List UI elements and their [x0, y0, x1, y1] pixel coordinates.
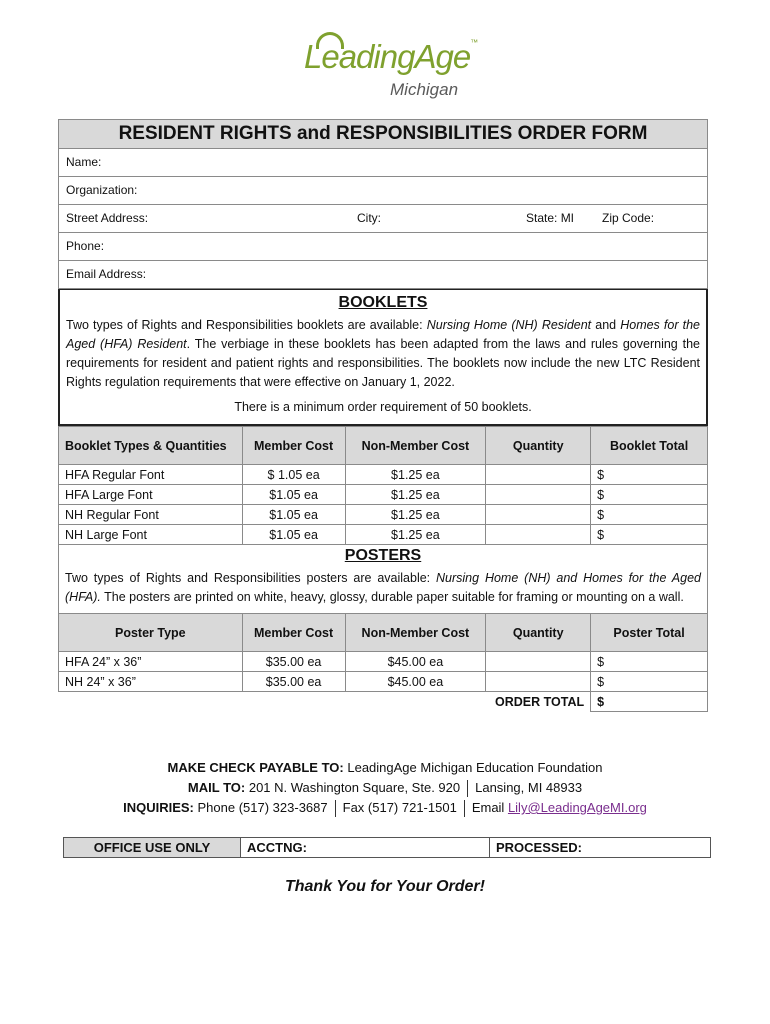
thank-you-message: Thank You for Your Order!	[284, 878, 486, 895]
table-row: NH Regular Font $1.05 ea $1.25 ea $	[59, 505, 708, 525]
quantity-input[interactable]	[486, 505, 591, 525]
inquiries-line: INQUIRIES: Phone (517) 323-3687 Fax (517) 721-1501 Email Lily@LeadingAgeMI.org	[0, 800, 770, 817]
quantity-input[interactable]	[486, 672, 591, 692]
col-poster-type: Poster Type	[59, 614, 243, 652]
booklets-description: Two types of Rights and Responsibilities booklets are available: Nursing Home (NH) Resident and Homes for the Aged (HFA) Resident. The verbiage in these booklets has been adapted from the laws and rules governing the requirements for resident and patient rights and responsibilities. The booklets now include the new LTC Resident Rights regulation requirements that were effective on January 1, 2022.	[66, 318, 700, 389]
quantity-input[interactable]	[486, 465, 591, 485]
zip-label: Zip Code:	[602, 211, 655, 225]
email-link[interactable]: Lily@LeadingAgeMI.org	[507, 800, 647, 815]
acctng-field[interactable]: ACCTNG:	[241, 838, 490, 858]
table-row: NH Large Font $1.05 ea $1.25 ea $	[59, 525, 708, 545]
col-member-cost: Member Cost	[242, 614, 345, 652]
order-total-label: ORDER TOTAL	[495, 694, 585, 709]
office-use-table	[63, 837, 711, 858]
col-booklet-types: Booklet Types & Quantities	[59, 427, 243, 465]
phone-field[interactable]: Phone:	[58, 233, 708, 261]
total-cell[interactable]: $	[591, 525, 708, 545]
order-total-row	[59, 692, 708, 712]
posters-description: Two types of Rights and Responsibilities posters are available: Nursing Home (NH) and Homes for the Aged (HFA). The posters are printed on white, heavy, glossy, durable paper suitable for framing or mounting on a wall.	[65, 571, 701, 604]
email-field[interactable]: Email Address:	[58, 261, 708, 289]
posters-header-row	[59, 614, 708, 652]
posters-heading: POSTERS	[344, 547, 422, 564]
table-row: HFA Large Font $1.05 ea $1.25 ea $	[59, 485, 708, 505]
state-label: State: MI	[526, 211, 575, 225]
name-field[interactable]: Name:	[58, 149, 708, 177]
logo-region: Michigan	[390, 80, 459, 99]
address-row[interactable]	[58, 205, 708, 233]
order-total-value[interactable]: $	[591, 692, 708, 712]
col-poster-total: Poster Total	[591, 614, 708, 652]
logo-brand: LeadingAge™	[304, 38, 478, 75]
table-row: NH 24” x 36” $35.00 ea $45.00 ea $	[59, 672, 708, 692]
payable-line: MAKE CHECK PAYABLE TO: LeadingAge Michigan Education Foundation	[167, 760, 603, 775]
booklets-header-row	[59, 427, 708, 465]
booklets-section	[58, 289, 708, 426]
mail-line: MAIL TO: 201 N. Washington Square, Ste. 920 Lansing, MI 48933	[0, 780, 770, 797]
city-label: City:	[357, 211, 381, 225]
leadingage-logo	[300, 32, 480, 102]
posters-table	[58, 613, 708, 712]
quantity-input[interactable]	[486, 652, 591, 672]
col-nonmember-cost: Non-Member Cost	[345, 427, 486, 465]
street-address-label: Street Address:	[66, 211, 149, 225]
total-cell[interactable]: $	[591, 672, 708, 692]
total-cell[interactable]: $	[591, 465, 708, 485]
processed-field[interactable]: PROCESSED:	[490, 838, 711, 858]
table-row: HFA 24” x 36” $35.00 ea $45.00 ea $	[59, 652, 708, 672]
col-quantity: Quantity	[486, 427, 591, 465]
quantity-input[interactable]	[486, 525, 591, 545]
organization-field[interactable]: Organization:	[58, 177, 708, 205]
office-use-label: OFFICE USE ONLY	[64, 838, 241, 858]
booklets-table	[58, 426, 708, 545]
col-quantity: Quantity	[486, 614, 591, 652]
col-member-cost: Member Cost	[242, 427, 345, 465]
quantity-input[interactable]	[486, 485, 591, 505]
form-title: RESIDENT RIGHTS and RESPONSIBILITIES ORDER FORM	[58, 119, 708, 149]
col-nonmember-cost: Non-Member Cost	[345, 614, 486, 652]
total-cell[interactable]: $	[591, 485, 708, 505]
total-cell[interactable]: $	[591, 652, 708, 672]
col-booklet-total: Booklet Total	[591, 427, 708, 465]
posters-section	[58, 545, 708, 613]
table-row: HFA Regular Font $ 1.05 ea $1.25 ea $	[59, 465, 708, 485]
order-form	[58, 119, 708, 712]
minimum-order-note: There is a minimum order requirement of 50 booklets.	[234, 400, 532, 414]
total-cell[interactable]: $	[591, 505, 708, 525]
booklets-heading: BOOKLETS	[338, 294, 428, 311]
